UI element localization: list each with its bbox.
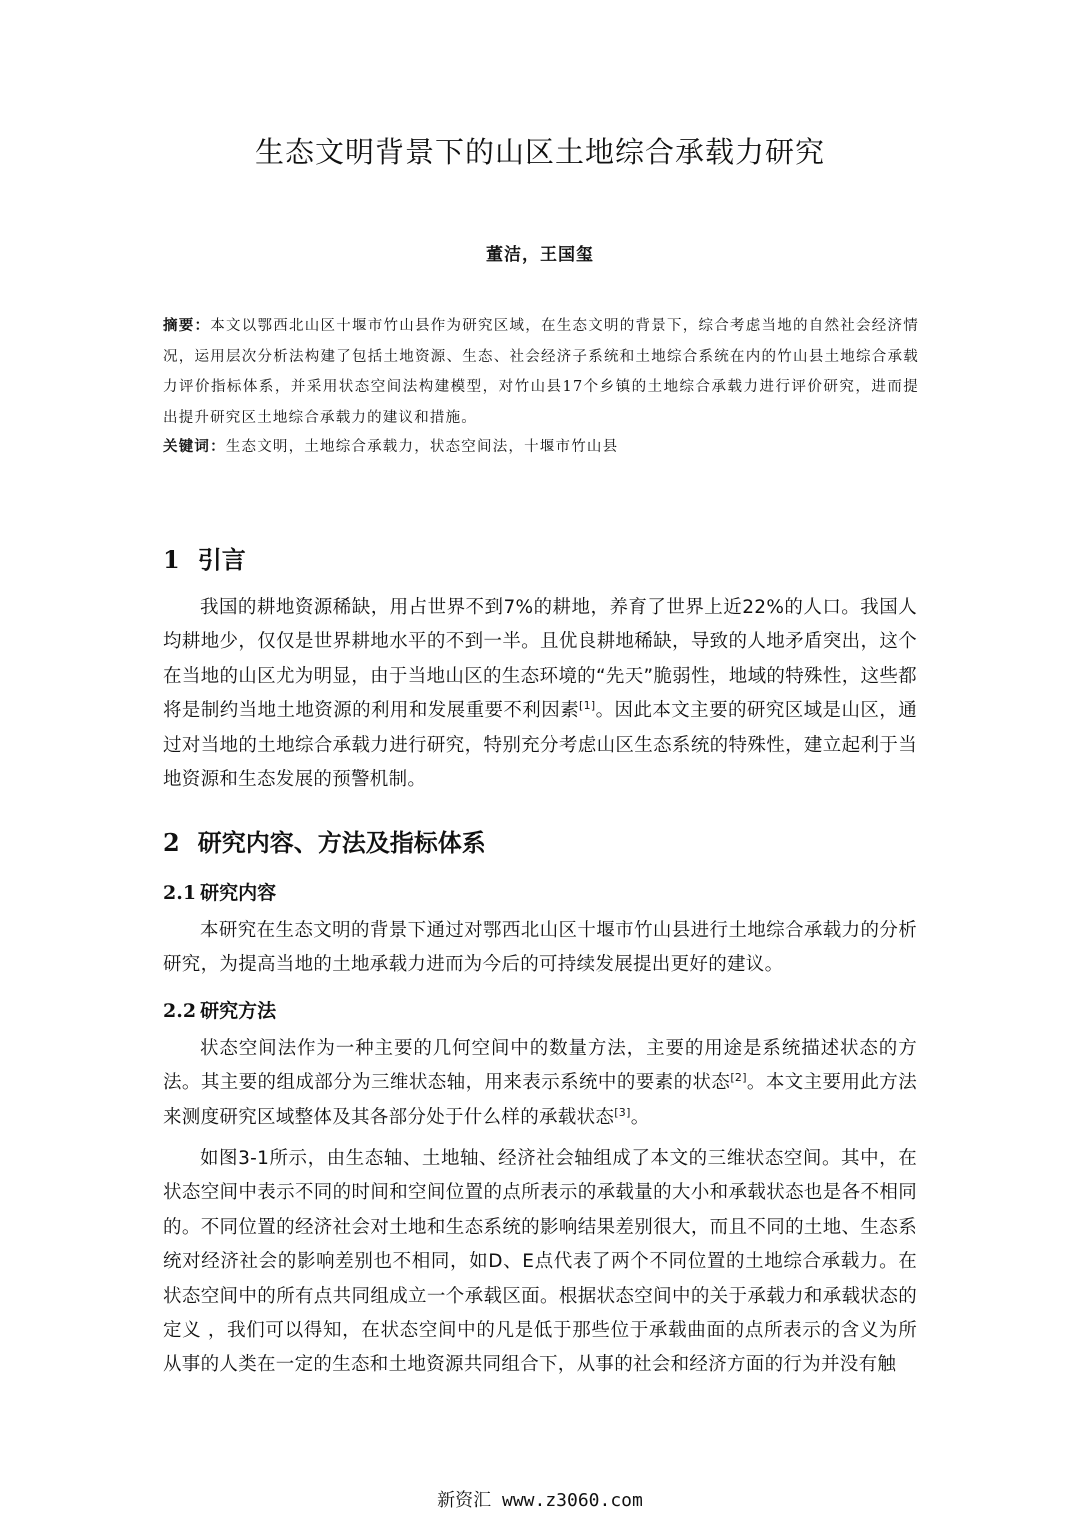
abstract bbox=[163, 311, 919, 433]
paragraph-research-method bbox=[163, 1032, 917, 1135]
keywords-label: 关键词： bbox=[163, 438, 226, 455]
keywords bbox=[163, 435, 919, 456]
section-heading-2 bbox=[163, 823, 486, 858]
author-line: 董洁，王国玺 bbox=[486, 245, 594, 265]
subsection-number: 2.2 bbox=[163, 1000, 197, 1022]
paragraph-text: 状态空间法作为一种主要的几何空间中的数量方法，主要的用途是系统描述状态的方法。其主要的组成部分为三维状态轴，用来表示系统中的要素的状态 bbox=[163, 1038, 917, 1094]
section-heading-1 bbox=[163, 540, 246, 575]
section-number: 1 bbox=[163, 545, 180, 574]
subsection-number: 2.1 bbox=[163, 882, 197, 904]
footer-watermark: 新资汇 www.z3060.com bbox=[437, 1490, 643, 1511]
subsection-title: 研究内容 bbox=[200, 882, 277, 904]
subsection-heading-2-2 bbox=[163, 996, 276, 1023]
section-title: 研究内容、方法及指标体系 bbox=[197, 829, 486, 857]
citation[interactable]: [2] bbox=[730, 1071, 747, 1085]
abstract-label: 摘要： bbox=[163, 317, 211, 334]
paper-title: 生态文明背景下的山区土地综合承载力研究 bbox=[254, 135, 825, 169]
abstract-text: 本文以鄂西北山区十堰市竹山县作为研究区域，在生态文明的背景下，综合考虑当地的自然社会经济情况，运用层次分析法构建了包括土地资源、生态、社会经济子系统和土地综合系统在内的竹山县土地综合承载力评价指标体系，并采用状态空间法构建模型，对竹山县17个乡镇的土地综合承载力进行评价研究，进而提出提升研究区土地综合承载力的建议和措施。 bbox=[163, 318, 919, 426]
paragraph-text: 。 bbox=[630, 1106, 650, 1128]
citation[interactable]: [3] bbox=[614, 1105, 631, 1119]
paragraph-intro bbox=[163, 591, 917, 797]
paragraph-text: 。因此本文主要的研究区域是山区，通过对当地的土地综合承载力进行研究，特别充分考虑山区生态系统的特殊性，建立起利于当地资源和生态发展的预警机制。 bbox=[163, 700, 917, 791]
paragraph-state-space: 如图3-1所示，由生态轴、土地轴、经济社会轴组成了本文的三维状态空间。其中，在状态空间中表示不同的时间和空间位置的点所表示的承载量的大小和承载状态也是各不相同的。不同位置的经济社会对土地和生态系统的影响结果差别很大，而且不同的土地、生态系统对经济社会的影响差别也不相同，如D、E点代表了两个不同位置的土地综合承载力。在状态空间中的所有点共同组成立一个承载区面。根据状态空间中的关于承载力和承载状态的定义 ，我们可以得知，在状态空间中的凡是低于那些位于承载曲面的点所表示的含义为所从事的人类在一定的生态和土地资源共同组合下，从事的社会和经济方面的行为并没有触 bbox=[163, 1148, 917, 1376]
keywords-text: 生态文明，土地综合承载力，状态空间法，十堰市竹山县 bbox=[225, 439, 619, 455]
citation[interactable]: [1] bbox=[579, 699, 596, 713]
paragraph-research-content: 本研究在生态文明的背景下通过对鄂西北山区十堰市竹山县进行土地综合承载力的分析研究，为提高当地的土地承载力进而为今后的可持续发展提出更好的建议。 bbox=[163, 920, 917, 976]
section-number: 2 bbox=[163, 828, 180, 857]
paragraph-text: 。本文主要用此方法来测度研究区域整体及其各部分处于什么样的承载状态 bbox=[163, 1072, 917, 1128]
subsection-title: 研究方法 bbox=[200, 1000, 277, 1022]
subsection-heading-2-1 bbox=[163, 878, 276, 905]
paragraph-text: 我国的耕地资源稀缺，用占世界不到7%的耕地，养育了世界上近22%的人口。我国人均耕地少，仅仅是世界耕地水平的不到一半。且优良耕地稀缺，导致的人地矛盾突出，这个在当地的山区尤为明显，由于当地山区的生态环境的“先天”脆弱性，地域的特殊性，这些都将是制约当地土地资源的利用和发展重要不利因素 bbox=[163, 597, 917, 722]
section-title: 引言 bbox=[197, 546, 246, 574]
